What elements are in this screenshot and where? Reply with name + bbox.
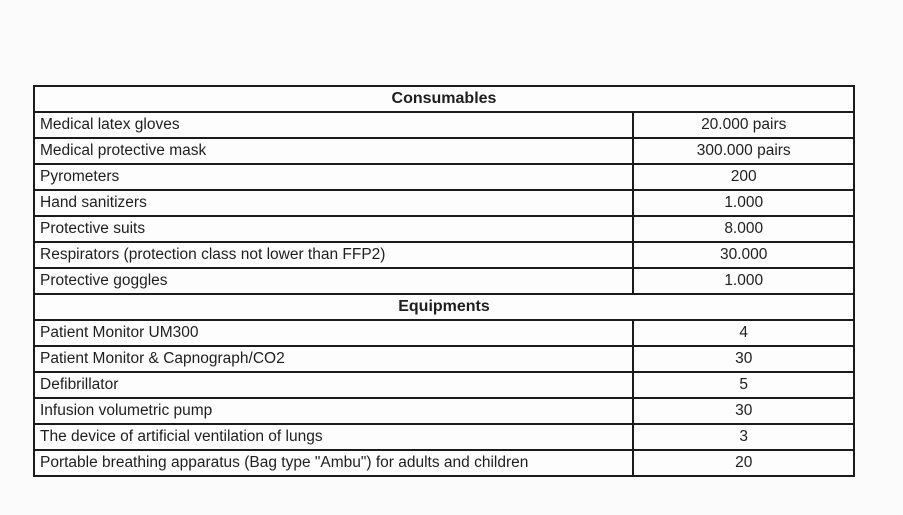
table-row <box>34 138 854 164</box>
item-value: 30.000 <box>633 242 854 268</box>
item-value: 200 <box>633 164 854 190</box>
item-label: Hand sanitizers <box>34 190 633 216</box>
item-value: 20 <box>633 450 854 476</box>
item-label: Protective suits <box>34 216 633 242</box>
item-value: 5 <box>633 372 854 398</box>
item-value: 1.000 <box>633 190 854 216</box>
table-row <box>34 190 854 216</box>
supplies-table <box>33 85 855 477</box>
item-label: Medical protective mask <box>34 138 633 164</box>
table-row <box>34 346 854 372</box>
item-label: Defibrillator <box>34 372 633 398</box>
item-value: 3 <box>633 424 854 450</box>
item-label: Pyrometers <box>34 164 633 190</box>
item-label: Patient Monitor & Capnograph/CO2 <box>34 346 633 372</box>
item-value: 8.000 <box>633 216 854 242</box>
table-row <box>34 372 854 398</box>
item-value: 20.000 pairs <box>633 112 854 138</box>
table-row <box>34 242 854 268</box>
table-row <box>34 216 854 242</box>
section-header-row <box>34 86 854 112</box>
item-value: 30 <box>633 398 854 424</box>
section-header: Consumables <box>34 86 854 112</box>
table-row <box>34 450 854 476</box>
table-row <box>34 398 854 424</box>
section-header: Equipments <box>34 294 854 320</box>
item-label: Medical latex gloves <box>34 112 633 138</box>
item-label: The device of artificial ventilation of lungs <box>34 424 633 450</box>
item-value: 30 <box>633 346 854 372</box>
item-label: Protective goggles <box>34 268 633 294</box>
item-label: Patient Monitor UM300 <box>34 320 633 346</box>
item-value: 4 <box>633 320 854 346</box>
table-row <box>34 320 854 346</box>
table-row <box>34 424 854 450</box>
table-row <box>34 112 854 138</box>
item-value: 300.000 pairs <box>633 138 854 164</box>
table-row <box>34 164 854 190</box>
table-row <box>34 268 854 294</box>
item-label: Portable breathing apparatus (Bag type "Ambu") for adults and children <box>34 450 633 476</box>
item-label: Respirators (protection class not lower than FFP2) <box>34 242 633 268</box>
item-label: Infusion volumetric pump <box>34 398 633 424</box>
supplies-table-body <box>34 86 854 476</box>
section-header-row <box>34 294 854 320</box>
item-value: 1.000 <box>633 268 854 294</box>
